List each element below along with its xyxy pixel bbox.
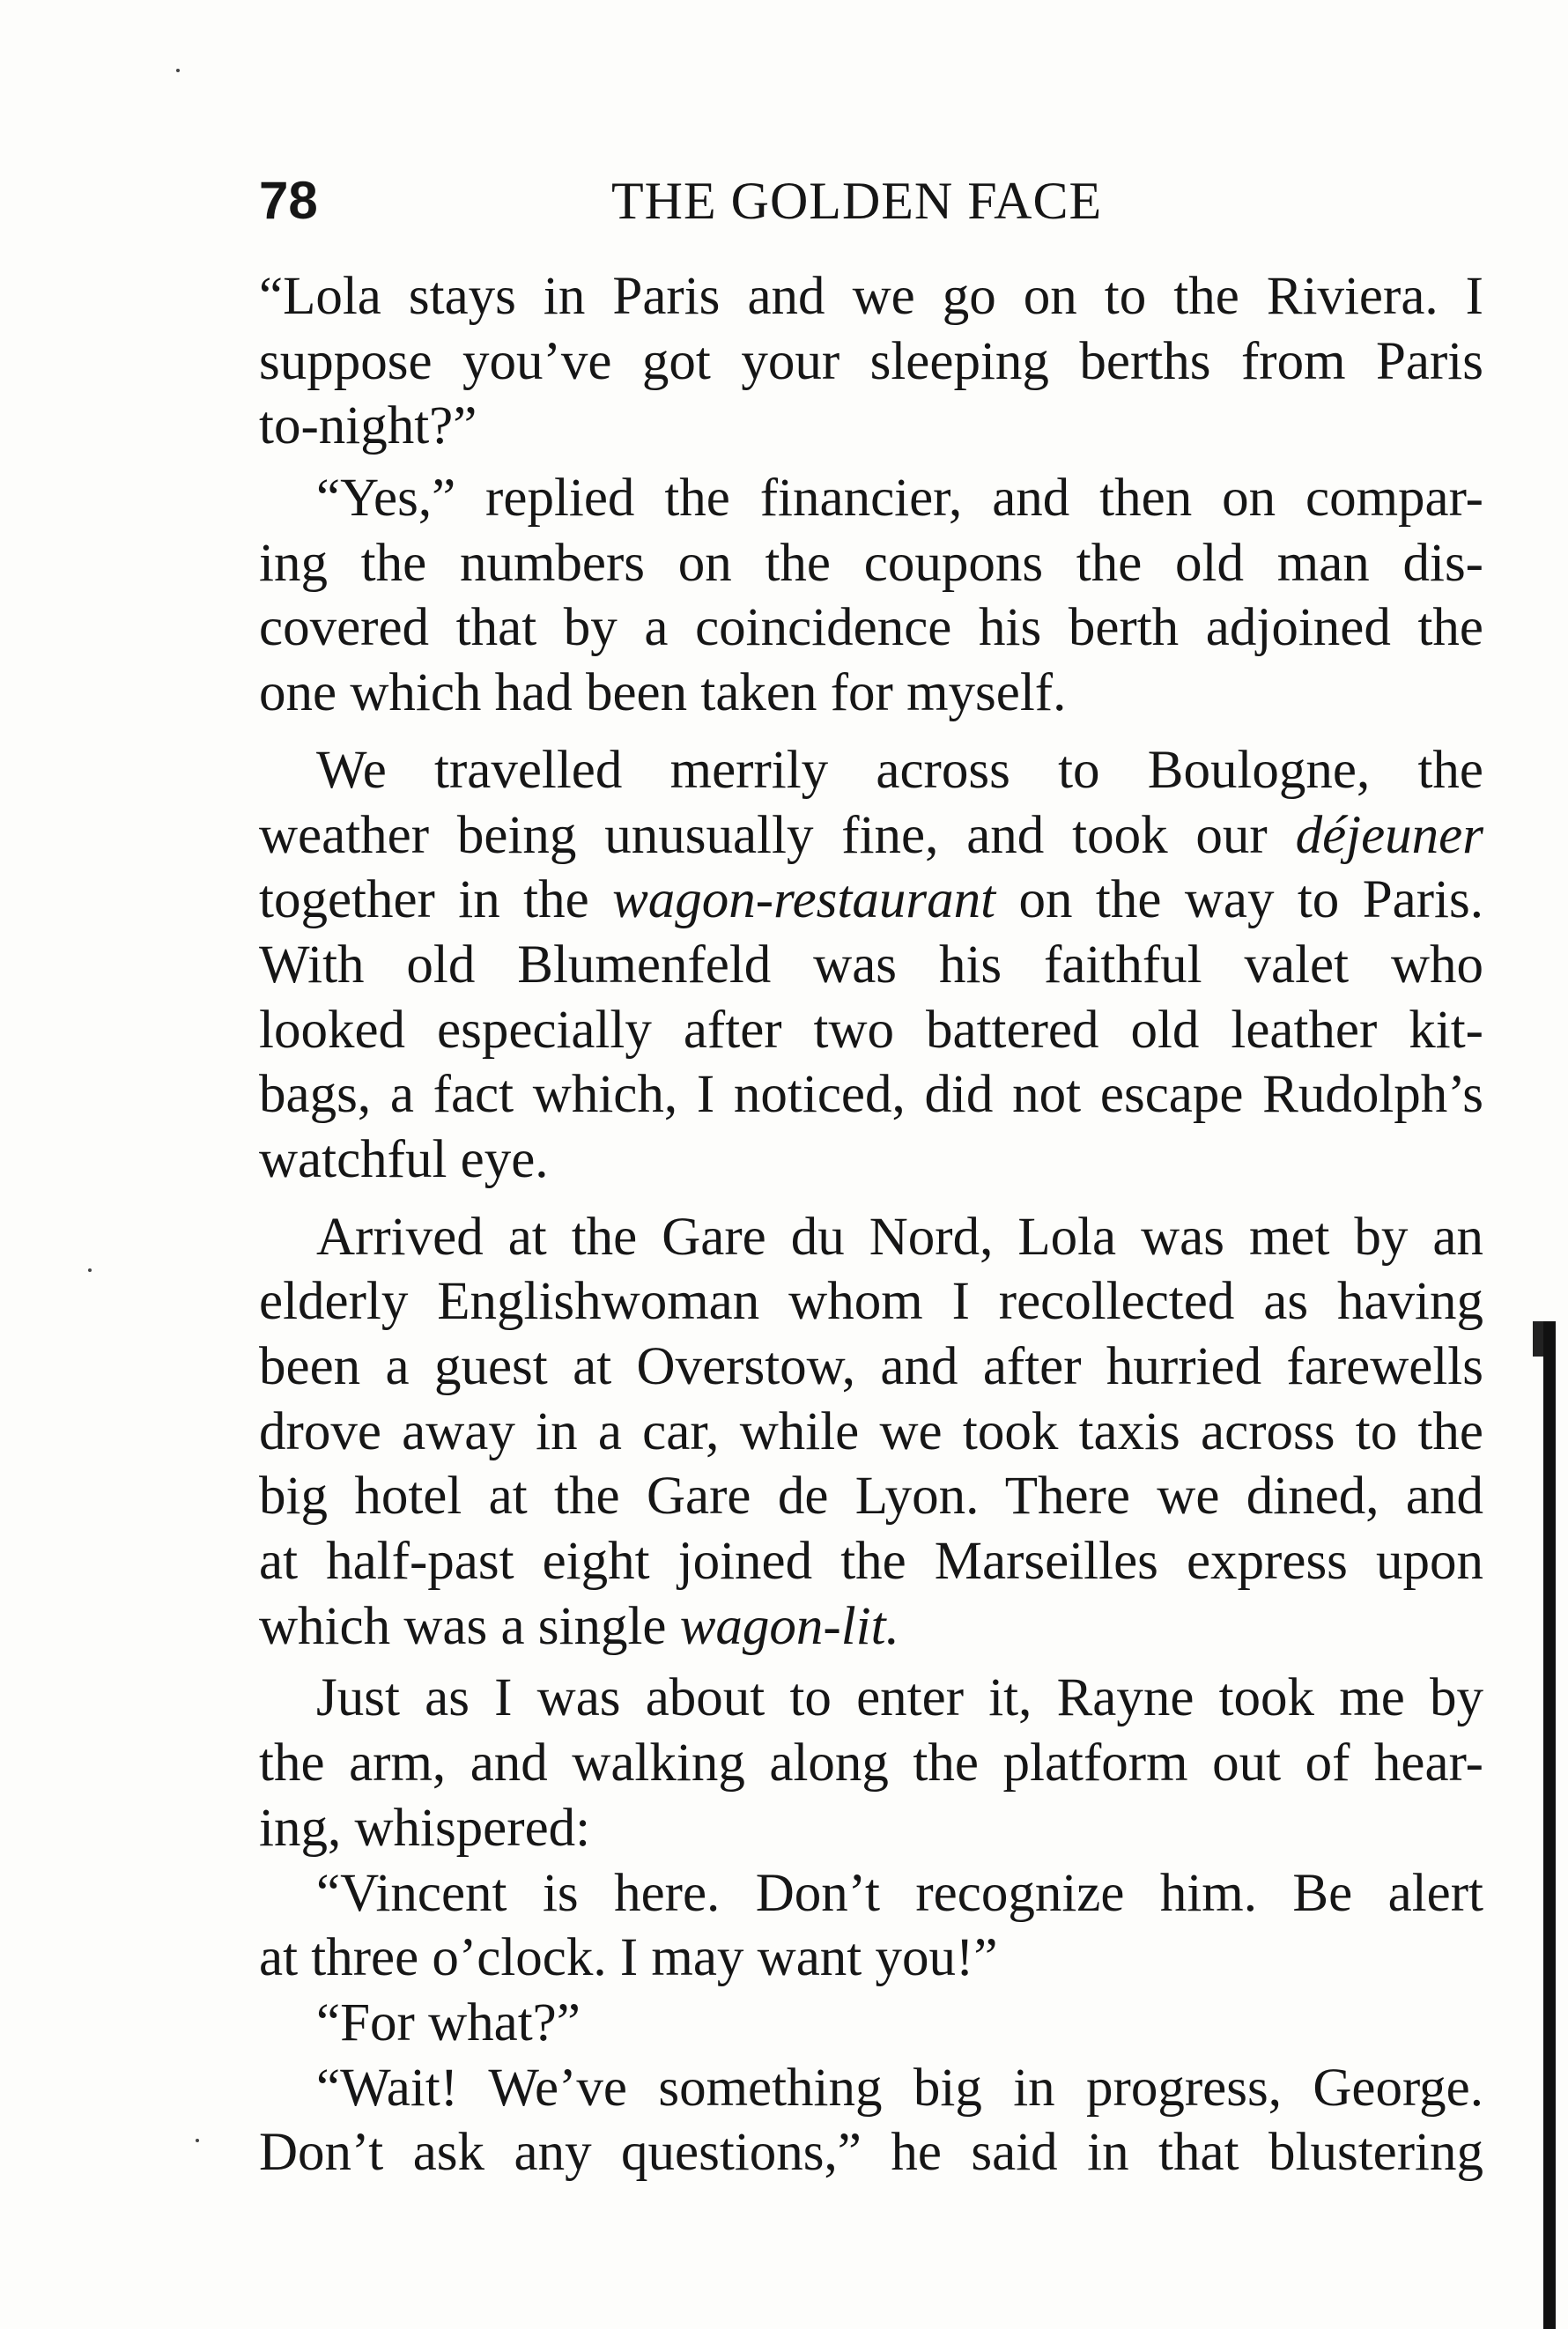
text-line: Arrived at the Gare du Nord, Lola was met by an xyxy=(316,1207,1483,1267)
text-line: drove away in a car, while we took taxis across to the xyxy=(259,1401,1483,1461)
scan-speck xyxy=(196,2139,199,2142)
page-header xyxy=(259,167,1483,238)
paragraph xyxy=(259,1666,1483,1860)
text-line: suppose you’ve got your sleeping berths from Paris xyxy=(259,331,1483,391)
text-line: to-night?” xyxy=(259,396,477,456)
scan-speck xyxy=(176,69,180,72)
text-line: which was a single wagon-lit. xyxy=(259,1596,899,1656)
paragraph xyxy=(259,1861,1483,1991)
text-line: together in the wagon-restaurant on the way to Paris. xyxy=(259,870,1483,930)
page-edge-shadow xyxy=(1543,1321,1556,2329)
text-line: “Vincent is here. Don’t recognize him. Be alert xyxy=(316,1863,1483,1923)
paragraph xyxy=(259,264,1483,459)
paragraph xyxy=(259,2056,1483,2185)
page-number: 78 xyxy=(259,171,318,230)
text-line: We travelled merrily across to Boulogne, the xyxy=(316,740,1483,800)
paragraph xyxy=(259,466,1483,726)
text-line: big hotel at the Gare de Lyon. There we dined, and xyxy=(259,1467,1483,1527)
text-line: been a guest at Overstow, and after hurried farewells xyxy=(259,1337,1483,1396)
text-line: bags, a fact which, I noticed, did not escape Rudolph’s xyxy=(259,1065,1483,1125)
text-line: “For what?” xyxy=(316,1993,581,2052)
body-text xyxy=(259,264,1483,2185)
text-line: elderly Englishwoman whom I recollected as having xyxy=(259,1272,1483,1332)
text-line: Don’t ask any questions,” he said in that blustering xyxy=(259,2123,1483,2183)
text-line: looked especially after two battered old leather kit- xyxy=(259,1000,1483,1060)
text-line: watchful eye. xyxy=(259,1129,549,1189)
text-line: With old Blumenfeld was his faithful valet who xyxy=(259,935,1483,994)
text-line: “Yes,” replied the financier, and then on compar- xyxy=(316,469,1483,529)
text-line: “Lola stays in Paris and we go on to the Riviera. I xyxy=(259,267,1483,326)
text-line: ing the numbers on the coupons the old man dis- xyxy=(259,533,1483,593)
text-line: weather being unusually fine, and took our déjeuner xyxy=(259,805,1483,865)
text-line: covered that by a coincidence his berth adjoined the xyxy=(259,598,1483,658)
text-line: at half-past eight joined the Marseilles express upon xyxy=(259,1532,1483,1592)
text-line: at three o’clock. I may want you!” xyxy=(259,1928,998,1988)
text-line: ing, whispered: xyxy=(259,1798,591,1858)
text-line: one which had been taken for myself. xyxy=(259,663,1067,723)
paragraph xyxy=(259,1991,1483,2056)
page-edge-notch xyxy=(1533,1321,1543,1357)
text-line: “Wait! We’ve something big in progress, George. xyxy=(316,2058,1483,2118)
paragraph xyxy=(259,1205,1483,1660)
paragraph xyxy=(259,738,1483,1193)
running-head: THE GOLDEN FACE xyxy=(611,172,1103,230)
text-line: Just as I was about to enter it, Rayne took me by xyxy=(316,1668,1483,1728)
scan-speck xyxy=(88,1268,92,1272)
text-line: the arm, and walking along the platform out of hear- xyxy=(259,1734,1483,1793)
